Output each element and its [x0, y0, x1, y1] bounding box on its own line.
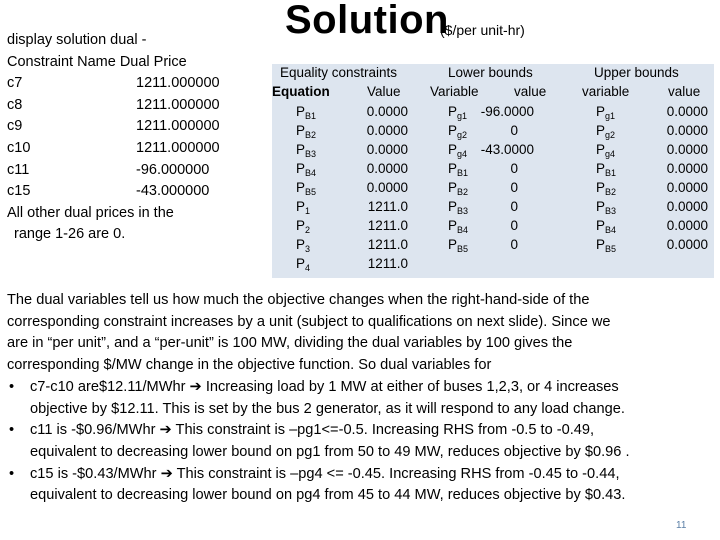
constraint-name: c15	[7, 183, 31, 200]
var-base: P	[596, 237, 606, 252]
var-base: P	[296, 142, 306, 157]
ub-value: 0.0000	[666, 161, 708, 176]
lb-value: 0	[510, 237, 518, 252]
panel-heading: display solution dual -	[7, 32, 147, 48]
eq-variable	[296, 216, 310, 236]
value-subheader: Value	[367, 84, 401, 99]
constraint-name: c9	[7, 118, 23, 135]
dual-solution-panel	[7, 30, 242, 246]
eq-value: 1211.0	[367, 256, 408, 271]
bullet-line2: equivalent to decreasing lower bound on pg1 from 50 to 49 MW, reduces objective by $0.96 .	[30, 443, 630, 460]
var-base: P	[448, 237, 458, 252]
dual-price-value: 1211.000000	[136, 118, 220, 135]
eq-value: 0.0000	[366, 142, 408, 157]
dual-price-row	[7, 138, 242, 160]
bullet-line1	[30, 377, 713, 399]
dual-price-value: -96.000000	[136, 161, 210, 178]
var-subscript: B3	[605, 206, 617, 216]
bullet-lead: c11 is -$0.96/MWhr	[30, 422, 160, 439]
ub-variable	[596, 102, 615, 122]
var-base: P	[296, 180, 306, 195]
lb-value: 0	[510, 218, 518, 233]
var-base: P	[448, 180, 458, 195]
var-base: P	[296, 161, 306, 176]
var-subscript: B4	[605, 225, 617, 235]
var-subscript: g1	[457, 111, 468, 121]
eq-variable	[296, 121, 316, 141]
explanation-text	[7, 290, 713, 507]
ub-variable	[596, 178, 616, 198]
constraint-name: c11	[7, 161, 30, 178]
bullet-dot: •	[9, 422, 15, 439]
eq-variable	[296, 140, 316, 160]
var-subscript: B2	[457, 187, 469, 197]
bullet-rest: This constraint is –pg1<=-0.5. Increasing RHS from -0.5 to -0.49,	[171, 422, 595, 439]
dual-price-value: 1211.000000	[136, 96, 220, 113]
slide-title: Solution	[285, 0, 449, 42]
var-subscript: g1	[605, 111, 616, 121]
intro-paragraph	[7, 290, 713, 377]
lb-variable	[448, 235, 468, 255]
lb-variable	[448, 197, 468, 217]
bullet-lead: c15 is -$0.43/MWhr	[30, 465, 161, 482]
intro-line: corresponding $/MW change in the objective function. So dual variables for	[7, 357, 492, 374]
eq-variable	[296, 254, 310, 274]
ub-value: 0.0000	[666, 123, 708, 138]
var-base: P	[596, 218, 606, 233]
var-subscript: B2	[605, 187, 617, 197]
eq-value: 0.0000	[366, 180, 408, 195]
var-subscript: g4	[457, 149, 468, 159]
var-subscript: g4	[605, 149, 616, 159]
dual-price-list	[7, 73, 242, 203]
bullet-item	[7, 464, 713, 507]
var-base: P	[448, 218, 458, 233]
var-subscript: B5	[605, 244, 617, 254]
arrow-icon: ➔	[160, 465, 173, 482]
eq-value: 1211.0	[367, 199, 408, 214]
ub-variable	[596, 235, 616, 255]
var-subscript: B3	[305, 149, 317, 159]
equation-subheader: Equation	[272, 84, 330, 99]
ub-value: 0.0000	[666, 199, 708, 214]
panel-column-headers	[7, 52, 242, 74]
eq-value: 0.0000	[366, 161, 408, 176]
intro-line: The dual variables tell us how much the objective changes when the right-hand-side of the	[7, 292, 590, 308]
ub-value: 0.0000	[666, 218, 708, 233]
ub-value: 0.0000	[666, 180, 708, 195]
var-base: P	[448, 161, 458, 176]
eq-variable	[296, 159, 316, 179]
arrow-icon: ➔	[159, 422, 172, 439]
eq-variable	[296, 235, 310, 255]
bullet-line1	[30, 464, 713, 486]
bullet-rest: Increasing load by 1 MW at either of buses 1,2,3, or 4 increases	[201, 378, 619, 395]
var-subscript: B5	[457, 244, 469, 254]
solution-table	[272, 64, 714, 278]
ub-value: 0.0000	[666, 104, 708, 119]
eq-value: 1211.0	[367, 218, 408, 233]
lb-value: 0	[510, 180, 518, 195]
var-base: P	[596, 104, 606, 119]
dual-price-row	[7, 73, 242, 95]
col-header-price: Dual Price	[119, 53, 187, 70]
lb-variable	[448, 121, 467, 141]
dual-price-value: 1211.000000	[136, 139, 220, 156]
bullet-lead: c7-c10 are$12.11/MWhr	[30, 378, 190, 395]
constraint-name: c10	[7, 139, 31, 156]
lb-variable	[448, 216, 468, 236]
unit-label: ($/per unit-hr)	[440, 22, 525, 38]
lower-bounds-header: Lower bounds	[448, 65, 533, 80]
bullet-line2: objective by $12.11. This is set by the bus 2 generator, as it will respond to any load change.	[30, 400, 625, 417]
ub-value: 0.0000	[666, 142, 708, 157]
lb-variable	[448, 102, 467, 122]
dual-price-row	[7, 181, 242, 203]
bullet-line2: equivalent to decreasing lower bound on pg4 from 45 to 44 MW, reduces objective by $0.43.	[30, 487, 626, 504]
constraint-name: c7	[7, 75, 23, 92]
var-subscript: B1	[457, 168, 469, 178]
panel-note-line2: range 1-26 are 0.	[14, 226, 126, 243]
var-subscript: B5	[305, 187, 317, 197]
constraint-name: c8	[7, 96, 23, 113]
bullet-dot: •	[9, 465, 15, 482]
lb-variable	[448, 140, 467, 160]
lb-value: -43.0000	[480, 142, 534, 157]
arrow-icon: ➔	[189, 378, 202, 395]
eq-value: 0.0000	[366, 104, 408, 119]
var-base: P	[596, 142, 606, 157]
lb-value: 0	[510, 123, 518, 138]
dual-price-row	[7, 160, 242, 182]
lb-value: -96.0000	[480, 104, 534, 119]
var-base: P	[596, 180, 606, 195]
ub-variable-subheader: variable	[582, 84, 630, 99]
var-subscript: 4	[305, 263, 311, 273]
lb-variable	[448, 178, 468, 198]
dual-price-value: -43.000000	[136, 183, 210, 200]
ub-value-subheader: value	[668, 84, 701, 99]
eq-variable	[296, 197, 310, 217]
dual-price-row	[7, 95, 242, 117]
var-base: P	[448, 123, 458, 138]
var-base: P	[448, 104, 458, 119]
eq-value: 0.0000	[366, 123, 408, 138]
lb-value: 0	[510, 161, 518, 176]
ub-variable	[596, 121, 615, 141]
var-subscript: 2	[305, 225, 311, 235]
eq-variable	[296, 178, 316, 198]
var-subscript: B4	[457, 225, 469, 235]
var-base: P	[596, 161, 606, 176]
var-subscript: 3	[305, 244, 311, 254]
lb-value-subheader: value	[514, 84, 547, 99]
dual-price-row	[7, 116, 242, 138]
var-subscript: B1	[305, 111, 317, 121]
var-subscript: B1	[605, 168, 617, 178]
eq-variable	[296, 102, 316, 122]
col-header-name: Constraint Name	[7, 53, 116, 70]
var-base: P	[296, 218, 306, 233]
lb-variable-subheader: Variable	[430, 84, 479, 99]
bullet-item	[7, 420, 713, 463]
var-subscript: B3	[457, 206, 469, 216]
eq-value: 1211.0	[367, 237, 408, 252]
bullet-rest: This constraint is –pg4 <= -0.45. Increasing RHS from -0.45 to -0.44,	[172, 465, 620, 482]
var-subscript: 1	[305, 206, 311, 216]
page-number: 11	[676, 520, 687, 531]
bullet-dot: •	[9, 378, 15, 395]
dual-price-value: 1211.000000	[136, 75, 220, 92]
upper-bounds-header: Upper bounds	[594, 65, 679, 80]
bullet-list	[7, 377, 713, 507]
equality-constraints-header: Equality constraints	[280, 65, 398, 80]
var-base: P	[296, 256, 306, 271]
var-base: P	[296, 123, 306, 138]
var-subscript: B4	[305, 168, 317, 178]
bullet-line1	[30, 420, 713, 442]
var-base: P	[448, 199, 458, 214]
var-base: P	[296, 237, 306, 252]
ub-variable	[596, 197, 616, 217]
intro-line: corresponding constraint increases by a unit (subject to qualifications on next slide). Since we	[7, 313, 611, 330]
var-base: P	[596, 123, 606, 138]
bullet-item	[7, 377, 713, 420]
lb-value: 0	[510, 199, 518, 214]
ub-variable	[596, 140, 615, 160]
panel-note-line1: All other dual prices in the	[7, 204, 174, 221]
lb-variable	[448, 159, 468, 179]
var-subscript: g2	[457, 130, 468, 140]
var-base: P	[448, 142, 458, 157]
var-subscript: B2	[305, 130, 317, 140]
ub-variable	[596, 159, 616, 179]
var-subscript: g2	[605, 130, 616, 140]
var-base: P	[296, 199, 306, 214]
var-base: P	[596, 199, 606, 214]
ub-variable	[596, 216, 616, 236]
var-base: P	[296, 104, 306, 119]
ub-value: 0.0000	[666, 237, 708, 252]
intro-line: are in “per unit”, and a “per-unit” is 100 MW, dividing the dual variables by 100 gives the	[7, 335, 573, 352]
